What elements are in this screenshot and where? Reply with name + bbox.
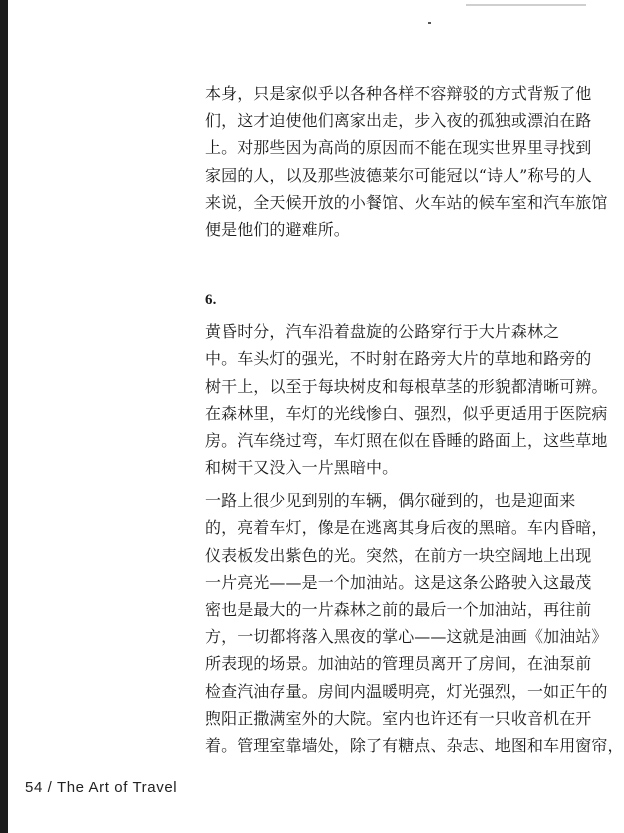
text-line: 本身，只是家似乎以各种各样不容辩驳的方式背叛了他 bbox=[205, 84, 592, 103]
text-line: 中。车头灯的强光，不时射在路旁大片的草地和路旁的 bbox=[205, 349, 592, 369]
text-line: 方，一切都将落入黑夜的掌心——这就是油画《加油站》 bbox=[205, 627, 608, 647]
text-line: 来说，全天候开放的小餐馆、火车站的候车室和汽车旅馆 bbox=[205, 192, 608, 212]
text-line: 一片亮光——是一个加油站。这是这条公路驶入这最茂 bbox=[205, 572, 592, 592]
paragraph-1 bbox=[205, 80, 608, 243]
page-number: 54 bbox=[25, 779, 43, 796]
footer-separator: / bbox=[47, 779, 53, 796]
text-line: 房。汽车绕过弯，车灯照在似在昏睡的路面上，这些草地 bbox=[205, 430, 608, 450]
text-line: 在森林里，车灯的光线惨白、强烈，似乎更适用于医院病 bbox=[205, 403, 608, 423]
scan-speck bbox=[428, 22, 431, 24]
text-line: 家园的人，以及那些波德莱尔可能冠以“诗人”称号的人 bbox=[205, 165, 592, 185]
text-line: 一路上很少见到别的车辆，偶尔碰到的，也是迎面来 bbox=[205, 491, 576, 511]
spacer bbox=[205, 243, 557, 287]
text-line: 检查汽油存量。房间内温暖明亮，灯光强烈，一如正午的 bbox=[205, 681, 608, 701]
text-line: 的，亮着车灯，像是在逃离其身后夜的黑暗。车内昏暗， bbox=[205, 518, 608, 538]
text-line: 着。管理室靠墙处，除了有糖点、杂志、地图和车用窗帘， bbox=[205, 735, 624, 755]
text-line: 树干上，以至于每块树皮和每根草茎的形貌都清晰可辨。 bbox=[205, 376, 608, 396]
paragraph-2 bbox=[205, 318, 608, 481]
text-line: 黄昏时分，汽车沿着盘旋的公路穿行于大片森林之 bbox=[205, 322, 560, 342]
running-footer bbox=[25, 779, 177, 796]
text-line: 们，这才迫使他们离家出走，步入夜的孤独或漂泊在路 bbox=[205, 111, 592, 131]
page-body bbox=[205, 80, 624, 759]
text-line: 仪表板发出紫色的光。突然，在前方一块空阔地上出现 bbox=[205, 545, 592, 565]
text-line: 煦阳正撒满室外的大院。室内也许还有一只收音机在开 bbox=[205, 708, 592, 728]
text-line: 便是他们的避难所。 bbox=[205, 219, 350, 239]
text-line: 上。对那些因为高尚的原因而不能在现实世界里寻找到 bbox=[205, 138, 592, 158]
top-edge-mark bbox=[466, 4, 586, 6]
text-line: 和树干又没入一片黑暗中。 bbox=[205, 458, 399, 478]
text-line: 所表现的场景。加油站的管理员离开了房间，在油泵前 bbox=[205, 654, 592, 674]
book-title: The Art of Travel bbox=[56, 779, 178, 796]
paragraph-3 bbox=[205, 487, 624, 759]
page-edge bbox=[0, 0, 8, 833]
text-line: 密也是最大的一片森林之前的最后一个加油站，再往前 bbox=[205, 600, 592, 619]
section-heading: 6. bbox=[205, 292, 217, 309]
